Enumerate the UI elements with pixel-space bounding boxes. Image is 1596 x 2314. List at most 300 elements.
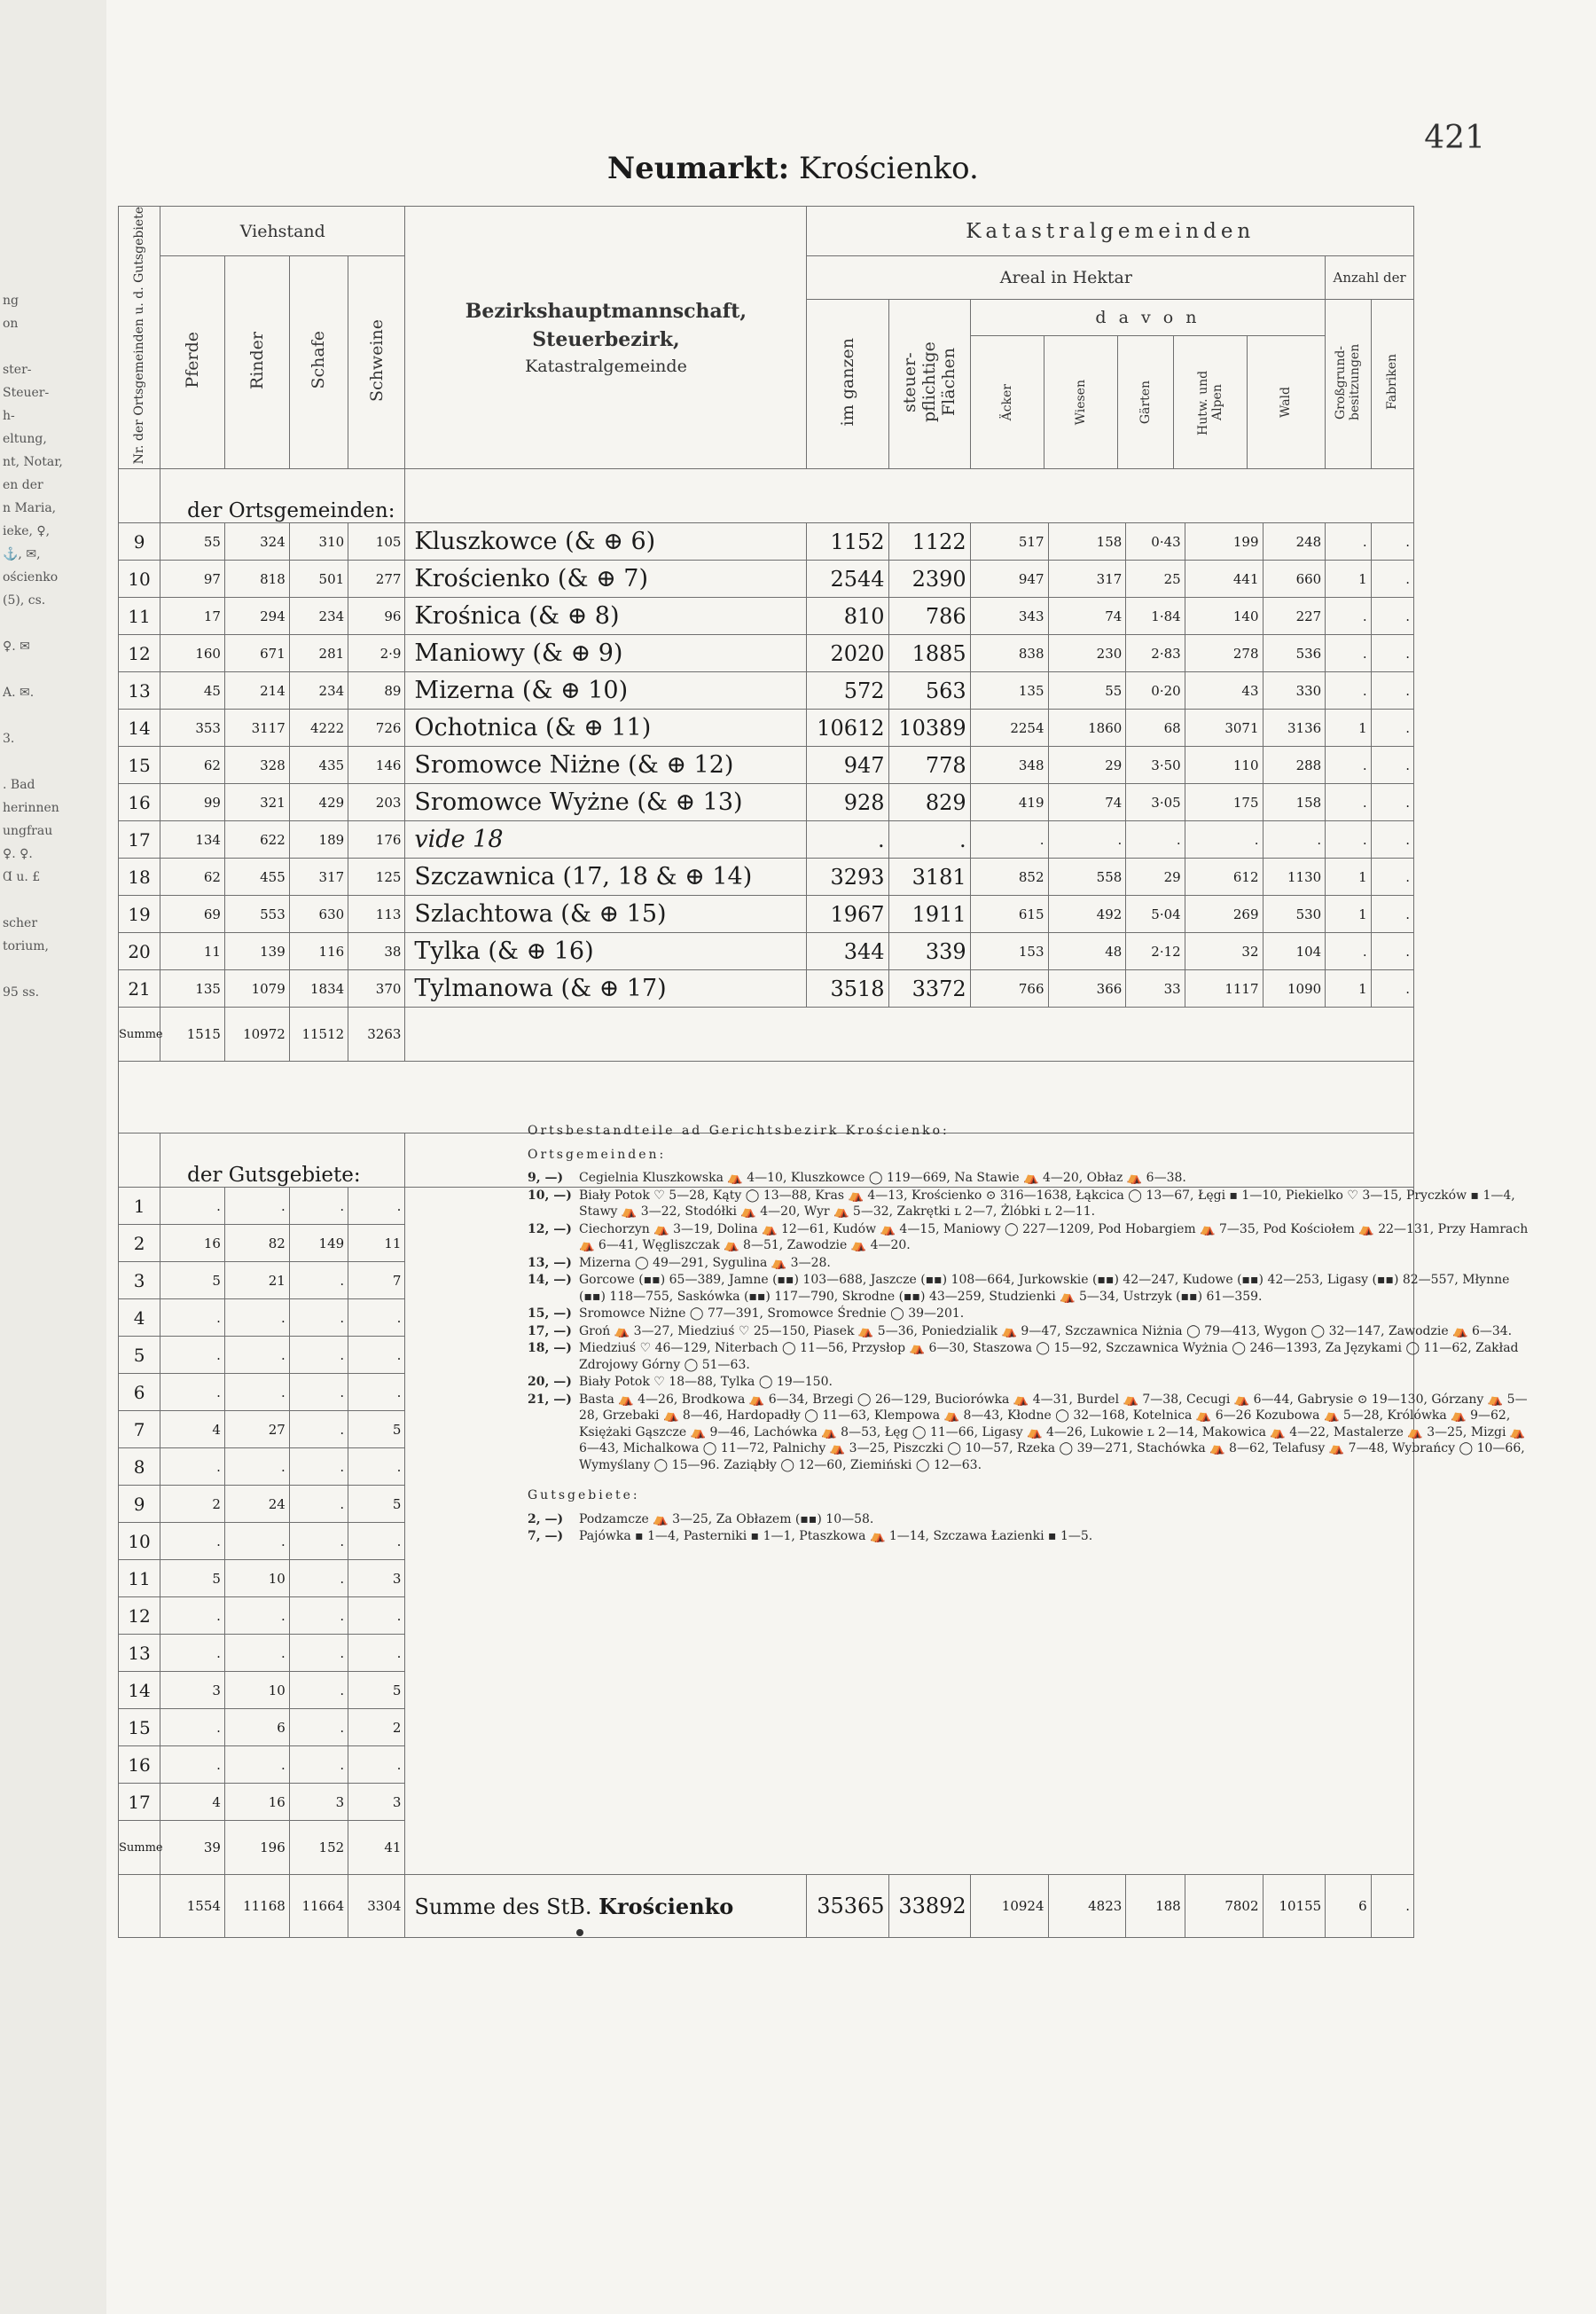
cell-im-ganzen: 3518 bbox=[807, 970, 888, 1008]
note-key: 2, —) bbox=[528, 1511, 564, 1526]
cell-schweine: . bbox=[348, 1337, 405, 1374]
note-entry bbox=[528, 1255, 1530, 1272]
cell-schweine: . bbox=[348, 1299, 405, 1337]
cell-schweine: 3304 bbox=[348, 1875, 405, 1938]
header-aecker: Äcker bbox=[971, 336, 1044, 468]
cell-wald: 530 bbox=[1263, 896, 1326, 933]
note-text: Mizerna ◯ 49—291, Sygulina ⛺ 3—28. bbox=[579, 1255, 831, 1270]
header-rinder: Rinder bbox=[224, 256, 289, 469]
cell-rinder: . bbox=[224, 1448, 289, 1486]
cell-total-gg: 6 bbox=[1326, 1875, 1371, 1938]
cell-wiesen: 55 bbox=[1048, 672, 1126, 710]
cell-schafe: 630 bbox=[289, 896, 348, 933]
note-key: 18, —) bbox=[528, 1341, 572, 1355]
cell-wiesen: . bbox=[1048, 821, 1126, 859]
cell-steuerpflichtig: . bbox=[888, 821, 970, 859]
header-wald: Wald bbox=[1279, 387, 1294, 419]
cell-hutweiden: 140 bbox=[1185, 598, 1263, 635]
cell-rinder: 82 bbox=[224, 1225, 289, 1262]
cell-aecker: 947 bbox=[970, 561, 1048, 598]
total-label-bold: Krościenko bbox=[598, 1893, 734, 1919]
row-number: 17 bbox=[119, 1784, 160, 1821]
previous-page-fragment: nt, Notar, bbox=[3, 455, 63, 469]
row-number: 12 bbox=[119, 635, 160, 672]
cell-wald: 1130 bbox=[1263, 859, 1326, 896]
cell-pferde: 4 bbox=[160, 1411, 225, 1448]
cell-aecker: 766 bbox=[970, 970, 1048, 1008]
note-text: Ciechorzyn ⛺ 3—19, Dolina ⛺ 12—61, Kudów ⛺ 4—15, Maniowy ◯ 227—1209, Pod Hobargiem ⛺ 7—35, Pod Kościołem ⛺ 22—131, Przy Hamrach ⛺ 6—41, Węgliszczak ⛺ 8—51, Zawodzie ⛺ 4—20. bbox=[579, 1221, 1529, 1252]
cell-total-st: 33892 bbox=[888, 1875, 970, 1938]
cell-hutweiden: 110 bbox=[1185, 747, 1263, 784]
cell-fabriken: . bbox=[1371, 561, 1413, 598]
cell-hutweiden: 3071 bbox=[1185, 710, 1263, 747]
cell-hutweiden: . bbox=[1185, 821, 1263, 859]
cell-gaerten: 0·20 bbox=[1126, 672, 1185, 710]
cell-grossgrund: . bbox=[1326, 784, 1371, 821]
cell-hutweiden: 612 bbox=[1185, 859, 1263, 896]
previous-page-fragment: ♀. ✉ bbox=[3, 639, 30, 654]
cell-aecker: 838 bbox=[970, 635, 1048, 672]
cell-grossgrund: 1 bbox=[1326, 859, 1371, 896]
cell-schweine: 89 bbox=[348, 672, 405, 710]
table-row bbox=[119, 970, 1414, 1008]
orts-summe-row bbox=[119, 1008, 1414, 1062]
cell-pferde: 353 bbox=[160, 710, 225, 747]
section-spacer bbox=[119, 1133, 160, 1188]
cell-wiesen: 492 bbox=[1048, 896, 1126, 933]
note-text: Miedziuś ♡ 46—129, Niterbach ◯ 11—56, Przysłop ⛺ 6—30, Staszowa ◯ 15—92, Szczawnica Wyżnia ◯ 246—1393, Za Językami ◯ 11—62, Zakład Zdrojowy Górny ◯ 51—63. bbox=[579, 1341, 1519, 1372]
cell-schafe: 429 bbox=[289, 784, 348, 821]
section-ortsgemeinden bbox=[119, 469, 1414, 523]
cell-fabriken: . bbox=[1371, 672, 1413, 710]
summe-label: Summe bbox=[119, 1008, 160, 1062]
header-wiesen: Wiesen bbox=[1044, 336, 1118, 468]
cell-katastralgemeinde: Tylka (& ⊕ 16) bbox=[405, 933, 807, 970]
cell-wald: 330 bbox=[1263, 672, 1326, 710]
previous-page-fragment: en der bbox=[3, 478, 43, 492]
note-entry bbox=[528, 1221, 1530, 1254]
previous-page-fragment: h- bbox=[3, 409, 15, 423]
cell-steuerpflichtig: 778 bbox=[888, 747, 970, 784]
cell-grossgrund: . bbox=[1326, 747, 1371, 784]
header-gaerten: Gärten bbox=[1118, 336, 1174, 468]
cell-schweine: 3263 bbox=[348, 1008, 405, 1062]
cell-wiesen: 48 bbox=[1048, 933, 1126, 970]
cell-wald: 288 bbox=[1263, 747, 1326, 784]
section-spacer bbox=[405, 469, 1414, 523]
cell-pferde: . bbox=[160, 1635, 225, 1672]
cell-schafe: 11512 bbox=[289, 1008, 348, 1062]
note-key: 17, —) bbox=[528, 1323, 572, 1338]
note-entry bbox=[528, 1306, 1530, 1322]
cell-pferde: 1515 bbox=[160, 1008, 225, 1062]
cell-rinder: 10972 bbox=[224, 1008, 289, 1062]
cell-pferde: . bbox=[160, 1746, 225, 1784]
cell-wald: 3136 bbox=[1263, 710, 1326, 747]
cell-total-wi: 4823 bbox=[1048, 1875, 1126, 1938]
cell-pferde: 62 bbox=[160, 747, 225, 784]
cell-steuerpflichtig: 1911 bbox=[888, 896, 970, 933]
cell-gaerten: 0·43 bbox=[1126, 523, 1185, 561]
previous-page-fragment: on bbox=[3, 317, 19, 331]
total-row bbox=[119, 1875, 1414, 1938]
cell-total-fa: . bbox=[1371, 1875, 1413, 1938]
cell-rinder: 21 bbox=[224, 1262, 289, 1299]
cell-pferde: . bbox=[160, 1709, 225, 1746]
header-katastralgemeinden: Katastralgemeinden bbox=[807, 207, 1414, 256]
cell-grossgrund: 1 bbox=[1326, 970, 1371, 1008]
cell-pferde: 39 bbox=[160, 1821, 225, 1875]
cell-grossgrund: . bbox=[1326, 635, 1371, 672]
cell-schafe: 234 bbox=[289, 672, 348, 710]
cell-rinder: . bbox=[224, 1337, 289, 1374]
cell-katastralgemeinde: Sromowce Wyżne (& ⊕ 13) bbox=[405, 784, 807, 821]
statistics-table bbox=[118, 206, 1414, 1938]
row-number: 21 bbox=[119, 970, 160, 1008]
cell-im-ganzen: 572 bbox=[807, 672, 888, 710]
cell-schafe: . bbox=[289, 1709, 348, 1746]
cell-fabriken: . bbox=[1371, 821, 1413, 859]
previous-page-fragment: A. ✉. bbox=[3, 686, 35, 700]
cell-gaerten: 33 bbox=[1126, 970, 1185, 1008]
note-text: Biały Potok ♡ 18—88, Tylka ◯ 19—150. bbox=[579, 1375, 833, 1389]
cell-im-ganzen: 928 bbox=[807, 784, 888, 821]
previous-page-fragment: eltung, bbox=[3, 432, 47, 446]
cell-katastralgemeinde: Mizerna (& ⊕ 10) bbox=[405, 672, 807, 710]
cell-gaerten: 68 bbox=[1126, 710, 1185, 747]
cell-schweine: 370 bbox=[348, 970, 405, 1008]
cell-steuerpflichtig: 1885 bbox=[888, 635, 970, 672]
table-row bbox=[119, 635, 1414, 672]
cell-rinder: . bbox=[224, 1635, 289, 1672]
note-text: Sromowce Niżne ◯ 77—391, Sromowce Średnie ◯ 39—201. bbox=[579, 1306, 965, 1321]
cell-schafe: . bbox=[289, 1299, 348, 1337]
cell-schafe: . bbox=[289, 1560, 348, 1597]
previous-page-fragment: ungfrau bbox=[3, 824, 53, 838]
table-row bbox=[119, 598, 1414, 635]
row-number: 15 bbox=[119, 747, 160, 784]
cell-rinder: 24 bbox=[224, 1486, 289, 1523]
note-text: Cegielnia Kluszkowska ⛺ 4—10, Kluszkowce ◯ 119—669, Na Stawie ⛺ 4—20, Obłaz ⛺ 6—38. bbox=[579, 1171, 1186, 1185]
cell-schafe: 149 bbox=[289, 1225, 348, 1262]
cell-schweine: 2 bbox=[348, 1709, 405, 1746]
cell-fabriken: . bbox=[1371, 970, 1413, 1008]
cell-im-ganzen: 1967 bbox=[807, 896, 888, 933]
row-number: 13 bbox=[119, 672, 160, 710]
row-number: 10 bbox=[119, 561, 160, 598]
previous-page-fragment: (5), cs. bbox=[3, 593, 46, 608]
cell-aecker: 348 bbox=[970, 747, 1048, 784]
cell-pferde: . bbox=[160, 1337, 225, 1374]
cell-pferde: . bbox=[160, 1448, 225, 1486]
previous-page-fragment: ng bbox=[3, 294, 19, 308]
cell-schafe: 152 bbox=[289, 1821, 348, 1875]
note-entry bbox=[528, 1188, 1530, 1220]
cell-pferde: 5 bbox=[160, 1560, 225, 1597]
note-entry bbox=[528, 1511, 1530, 1528]
cell-steuerpflichtig: 3181 bbox=[888, 859, 970, 896]
cell-im-ganzen: 3293 bbox=[807, 859, 888, 896]
cell-total-ga: 188 bbox=[1126, 1875, 1185, 1938]
cell-gaerten: 5·04 bbox=[1126, 896, 1185, 933]
cell-fabriken: . bbox=[1371, 859, 1413, 896]
cell-schafe: 317 bbox=[289, 859, 348, 896]
cell-grossgrund: . bbox=[1326, 523, 1371, 561]
cell-fabriken: . bbox=[1371, 784, 1413, 821]
cell-pferde: 4 bbox=[160, 1784, 225, 1821]
cell-schweine: 5 bbox=[348, 1486, 405, 1523]
total-label bbox=[405, 1875, 807, 1938]
cell-schweine: 3 bbox=[348, 1784, 405, 1821]
notes-section bbox=[528, 1118, 1530, 1546]
cell-im-ganzen: 1152 bbox=[807, 523, 888, 561]
header-viehstand: Viehstand bbox=[160, 207, 405, 256]
cell-wiesen: 158 bbox=[1048, 523, 1126, 561]
cell-aecker: 615 bbox=[970, 896, 1048, 933]
cell-schafe: . bbox=[289, 1411, 348, 1448]
cell-hutweiden: 278 bbox=[1185, 635, 1263, 672]
row-number: 1 bbox=[119, 1188, 160, 1225]
previous-page-edge bbox=[0, 0, 106, 2314]
table-row bbox=[119, 933, 1414, 970]
row-number: 7 bbox=[119, 1411, 160, 1448]
row-number: 10 bbox=[119, 1523, 160, 1560]
cell-schafe: 501 bbox=[289, 561, 348, 598]
notes-orts-heading: Ortsgemeinden: bbox=[528, 1147, 667, 1162]
cell-schafe: . bbox=[289, 1448, 348, 1486]
cell-schweine: 176 bbox=[348, 821, 405, 859]
cell-wald: 104 bbox=[1263, 933, 1326, 970]
cell-schafe: . bbox=[289, 1523, 348, 1560]
cell-wiesen: 558 bbox=[1048, 859, 1126, 896]
cell-rinder: 27 bbox=[224, 1411, 289, 1448]
cell-pferde: 45 bbox=[160, 672, 225, 710]
cell-rinder: 139 bbox=[224, 933, 289, 970]
cell-schafe: 310 bbox=[289, 523, 348, 561]
previous-page-fragment: . Bad bbox=[3, 778, 35, 792]
cell-katastralgemeinde: Szlachtowa (& ⊕ 15) bbox=[405, 896, 807, 933]
cell-rinder: 671 bbox=[224, 635, 289, 672]
cell-total-wa: 10155 bbox=[1263, 1875, 1326, 1938]
header-pferde: Pferde bbox=[160, 256, 225, 469]
cell-schafe: 4222 bbox=[289, 710, 348, 747]
cell-pferde: 99 bbox=[160, 784, 225, 821]
cell-grossgrund: 1 bbox=[1326, 710, 1371, 747]
cell-wald: 248 bbox=[1263, 523, 1326, 561]
cell-pferde: 11 bbox=[160, 933, 225, 970]
cell-rinder: 3117 bbox=[224, 710, 289, 747]
cell-rinder: 455 bbox=[224, 859, 289, 896]
note-entry bbox=[528, 1323, 1530, 1340]
cell-katastralgemeinde: Szczawnica (17, 18 & ⊕ 14) bbox=[405, 859, 807, 896]
note-entry bbox=[528, 1528, 1530, 1545]
header-im-ganzen: im ganzen bbox=[807, 300, 888, 469]
cell-schafe: 116 bbox=[289, 933, 348, 970]
header-bezirk: Bezirkshauptmannschaft, Steuerbezirk, Katastralgemeinde bbox=[405, 207, 807, 469]
cell-schweine: 5 bbox=[348, 1672, 405, 1709]
cell-katastralgemeinde: Ochotnica (& ⊕ 11) bbox=[405, 710, 807, 747]
cell-rinder: . bbox=[224, 1188, 289, 1225]
cell-schweine: 41 bbox=[348, 1821, 405, 1875]
cell-schafe: . bbox=[289, 1597, 348, 1635]
table-row bbox=[119, 672, 1414, 710]
cell-schafe: . bbox=[289, 1635, 348, 1672]
cell-rinder: 324 bbox=[224, 523, 289, 561]
cell-fabriken: . bbox=[1371, 598, 1413, 635]
cell-katastralgemeinde: vide 18 bbox=[405, 821, 807, 859]
cell-im-ganzen: 2020 bbox=[807, 635, 888, 672]
cell-pferde: . bbox=[160, 1523, 225, 1560]
cell-pferde: . bbox=[160, 1188, 225, 1225]
table-row bbox=[119, 896, 1414, 933]
cell-rinder: 214 bbox=[224, 672, 289, 710]
cell-pferde: 69 bbox=[160, 896, 225, 933]
note-text: Groń ⛺ 3—27, Miedziuś ♡ 25—150, Piasek ⛺ 5—36, Poniedzialik ⛺ 9—47, Szczawnica Niżnia ◯ 79—413, Wygon ◯ 32—147, Zawodzie ⛺ 6—34. bbox=[579, 1323, 1513, 1338]
row-number: 12 bbox=[119, 1597, 160, 1635]
previous-page-fragment: torium, bbox=[3, 939, 49, 953]
cell-schweine: . bbox=[348, 1374, 405, 1411]
cell-steuerpflichtig: 563 bbox=[888, 672, 970, 710]
cell-gaerten: 3·05 bbox=[1126, 784, 1185, 821]
row-number: 18 bbox=[119, 859, 160, 896]
cell-schweine: . bbox=[348, 1448, 405, 1486]
cell-aecker: 153 bbox=[970, 933, 1048, 970]
cell-rinder: 294 bbox=[224, 598, 289, 635]
row-number: 16 bbox=[119, 784, 160, 821]
cell-aecker: 517 bbox=[970, 523, 1048, 561]
cell-aecker: 852 bbox=[970, 859, 1048, 896]
cell-fabriken: . bbox=[1371, 523, 1413, 561]
cell-katastralgemeinde: Tylmanowa (& ⊕ 17) bbox=[405, 970, 807, 1008]
cell-schweine: . bbox=[348, 1635, 405, 1672]
cell-schweine: 2·9 bbox=[348, 635, 405, 672]
table-row bbox=[119, 523, 1414, 561]
cell-schweine: 277 bbox=[348, 561, 405, 598]
note-key: 15, —) bbox=[528, 1306, 572, 1321]
cell-schweine: 11 bbox=[348, 1225, 405, 1262]
row-number: 16 bbox=[119, 1746, 160, 1784]
cell-schweine: 203 bbox=[348, 784, 405, 821]
note-text: Biały Potok ♡ 5—28, Kąty ◯ 13—88, Kras ⛺ 4—13, Krościenko ⊙ 316—1638, Łąkcica ◯ 13—67, Łęgi ▪ 1—10, Piekielko ♡ 3—15, Pryczków ▪ 1—4, Stawy ⛺ 3—22, Stodółki ⛺ 4—20, Wyr ⛺ 5—32, Zakrętki ʟ 2—7, Żlóbki ʟ 2—11. bbox=[579, 1188, 1515, 1219]
row-number: 13 bbox=[119, 1635, 160, 1672]
cell-rinder: 1079 bbox=[224, 970, 289, 1008]
note-key: 14, —) bbox=[528, 1273, 572, 1287]
page bbox=[111, 0, 1529, 2314]
note-key: 12, —) bbox=[528, 1221, 572, 1236]
cell-wald: 1090 bbox=[1263, 970, 1326, 1008]
cell-rinder: 6 bbox=[224, 1709, 289, 1746]
previous-page-fragment: 3. bbox=[3, 732, 15, 746]
cell-schweine: 96 bbox=[348, 598, 405, 635]
cell-im-ganzen: . bbox=[807, 821, 888, 859]
cell-wiesen: 317 bbox=[1048, 561, 1126, 598]
cell-total-ig: 35365 bbox=[807, 1875, 888, 1938]
cell-total-ae: 10924 bbox=[970, 1875, 1048, 1938]
previous-page-fragment: ♀. ♀. bbox=[3, 847, 33, 861]
cell-schweine: 5 bbox=[348, 1411, 405, 1448]
cell-gaerten: . bbox=[1126, 821, 1185, 859]
cell-im-ganzen: 10612 bbox=[807, 710, 888, 747]
cell-aecker: 135 bbox=[970, 672, 1048, 710]
page-title bbox=[607, 151, 979, 186]
cell-pferde: 16 bbox=[160, 1225, 225, 1262]
cell-fabriken: . bbox=[1371, 747, 1413, 784]
cell-pferde: 160 bbox=[160, 635, 225, 672]
summe-label: Summe bbox=[119, 1821, 160, 1875]
cell-gaerten: 3·50 bbox=[1126, 747, 1185, 784]
title-place: Krościenko. bbox=[798, 151, 979, 186]
cell-schweine: . bbox=[348, 1746, 405, 1784]
cell-im-ganzen: 947 bbox=[807, 747, 888, 784]
blank-cell bbox=[119, 1875, 160, 1938]
cell-schafe: 11664 bbox=[289, 1875, 348, 1938]
cell-schafe: 1834 bbox=[289, 970, 348, 1008]
cell-wiesen: 1860 bbox=[1048, 710, 1126, 747]
row-number: 3 bbox=[119, 1262, 160, 1299]
cell-fabriken: . bbox=[1371, 710, 1413, 747]
note-key: 20, —) bbox=[528, 1375, 572, 1389]
previous-page-fragment: ościenko bbox=[3, 570, 59, 584]
cell-im-ganzen: 2544 bbox=[807, 561, 888, 598]
table-row bbox=[119, 859, 1414, 896]
note-key: 13, —) bbox=[528, 1255, 572, 1270]
cell-pferde: . bbox=[160, 1597, 225, 1635]
cell-hutweiden: 175 bbox=[1185, 784, 1263, 821]
row-number: 15 bbox=[119, 1709, 160, 1746]
cell-schweine: 113 bbox=[348, 896, 405, 933]
cell-steuerpflichtig: 1122 bbox=[888, 523, 970, 561]
note-entry bbox=[528, 1340, 1530, 1373]
cell-rinder: 10 bbox=[224, 1560, 289, 1597]
cell-schafe: 281 bbox=[289, 635, 348, 672]
ink-spot bbox=[576, 1929, 583, 1936]
note-entry bbox=[528, 1392, 1530, 1474]
blank-cell bbox=[405, 1008, 1414, 1062]
cell-pferde: 62 bbox=[160, 859, 225, 896]
cell-hutweiden: 1117 bbox=[1185, 970, 1263, 1008]
note-entry bbox=[528, 1374, 1530, 1391]
cell-katastralgemeinde: Krośnica (& ⊕ 8) bbox=[405, 598, 807, 635]
section-label: der Gutsgebiete: bbox=[160, 1133, 405, 1188]
cell-wald: 660 bbox=[1263, 561, 1326, 598]
cell-schafe: 435 bbox=[289, 747, 348, 784]
cell-pferde: 17 bbox=[160, 598, 225, 635]
cell-rinder: 16 bbox=[224, 1784, 289, 1821]
row-number: 9 bbox=[119, 1486, 160, 1523]
cell-rinder: 321 bbox=[224, 784, 289, 821]
cell-schweine: 3 bbox=[348, 1560, 405, 1597]
page-number: 421 bbox=[1424, 120, 1485, 156]
cell-aecker: 343 bbox=[970, 598, 1048, 635]
cell-pferde: 2 bbox=[160, 1486, 225, 1523]
cell-schweine: 38 bbox=[348, 933, 405, 970]
previous-page-fragment: n Maria, bbox=[3, 501, 57, 515]
cell-im-ganzen: 344 bbox=[807, 933, 888, 970]
cell-schweine: 146 bbox=[348, 747, 405, 784]
cell-rinder: 10 bbox=[224, 1672, 289, 1709]
title-district: Neumarkt: bbox=[607, 151, 790, 186]
cell-rinder: 328 bbox=[224, 747, 289, 784]
notes-guts-heading: Gutsgebiete: bbox=[528, 1488, 640, 1502]
cell-fabriken: . bbox=[1371, 635, 1413, 672]
table-row bbox=[119, 821, 1414, 859]
row-number: 8 bbox=[119, 1448, 160, 1486]
cell-schweine: . bbox=[348, 1188, 405, 1225]
note-key: 9, —) bbox=[528, 1171, 564, 1185]
cell-grossgrund: . bbox=[1326, 821, 1371, 859]
header-schafe: Schafe bbox=[289, 256, 348, 469]
cell-schweine: 105 bbox=[348, 523, 405, 561]
